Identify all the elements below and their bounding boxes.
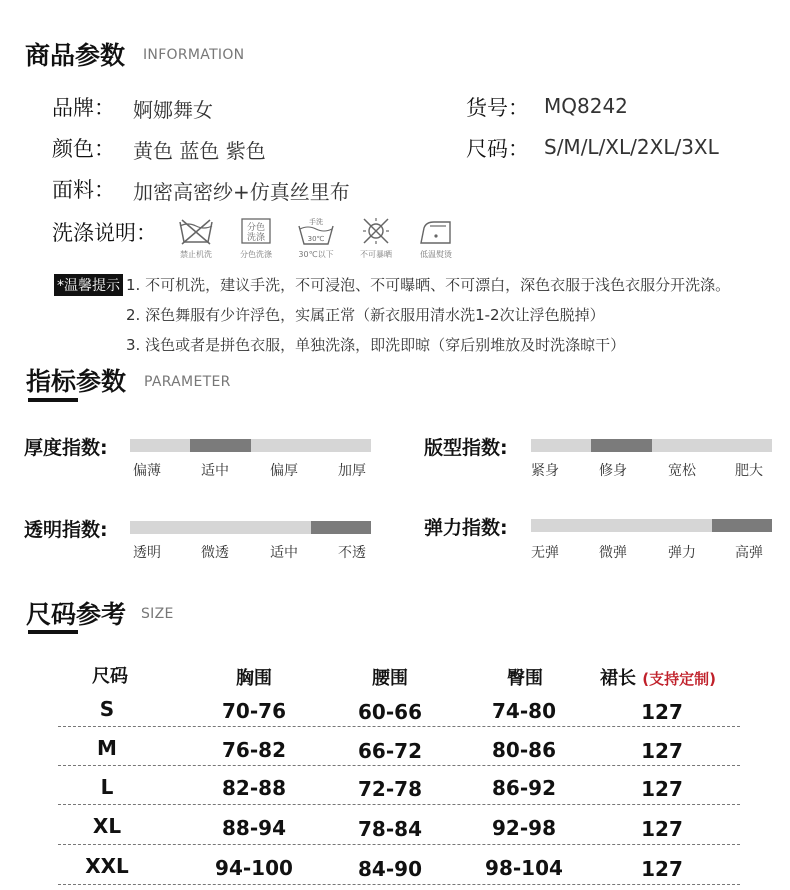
brand-label: 品牌： [52, 96, 115, 120]
size-col-header: 尺码 [92, 666, 128, 687]
params-section-title: 指标参数 [26, 367, 127, 396]
row-separator [58, 765, 740, 766]
transparency-tick-1: 透明 [133, 545, 161, 561]
custom-note: (支持定制) [642, 670, 716, 688]
row-xxl-hip: 98-104 [485, 856, 563, 880]
no-machine-wash-icon [176, 216, 216, 260]
care-caption-4: 低温熨烫 [420, 250, 452, 259]
row-xxl-length: 127 [641, 857, 683, 881]
row-m-bust: 76-82 [222, 738, 286, 762]
row-l-length: 127 [641, 777, 683, 801]
care-top-text: 手洗 [309, 218, 323, 226]
transparency-index-label: 透明指数: [24, 519, 108, 541]
elasticity-tick-1: 无弹 [531, 545, 559, 561]
fabric-label: 面料： [52, 178, 115, 202]
fit-tick-1: 紧身 [531, 463, 559, 479]
length-col-title: 裙长 [600, 668, 636, 689]
fit-index-level [591, 439, 651, 452]
notice-line-3: 3. 浅色或者是拼色衣服，单独洗涤，即洗即晾（穿后别堆放及时洗涤晾干） [126, 336, 626, 354]
color-label: 颜色： [52, 137, 115, 161]
hip-col-header: 臀围 [507, 668, 543, 689]
fit-tick-2: 修身 [599, 463, 627, 479]
elasticity-tick-2: 微弹 [599, 545, 627, 561]
row-l-waist: 72-78 [358, 777, 422, 801]
elasticity-index-bar [531, 519, 772, 532]
row-l-size: L [100, 775, 114, 799]
row-separator [58, 726, 740, 727]
row-l-hip: 86-92 [492, 776, 556, 800]
transparency-index-bar [130, 521, 371, 534]
hand-wash-30-icon [296, 216, 336, 260]
row-xl-hip: 92-98 [492, 816, 556, 840]
row-separator [58, 844, 740, 845]
row-separator [58, 884, 740, 885]
color-value: 黄色 蓝色 紫色 [133, 139, 266, 163]
row-m-waist: 66-72 [358, 739, 422, 763]
notice-tag: *温馨提示 [54, 274, 123, 296]
thickness-tick-2: 适中 [201, 463, 229, 479]
row-s-hip: 74-80 [492, 699, 556, 723]
length-col-header [600, 664, 716, 690]
size-section-subtitle: SIZE [141, 606, 174, 622]
product-section-subtitle: INFORMATION [143, 47, 245, 63]
bust-col-header: 胸围 [236, 668, 272, 689]
thickness-tick-3: 偏厚 [270, 463, 298, 479]
row-m-size: M [97, 736, 117, 760]
row-separator [58, 804, 740, 805]
fabric-value: 加密高密纱+仿真丝里布 [133, 180, 350, 204]
size-section-title: 尺码参考 [26, 600, 127, 629]
thickness-index-label: 厚度指数: [24, 437, 108, 459]
row-xxl-size: XXL [85, 854, 129, 878]
params-section-underline [28, 398, 78, 402]
care-caption-0: 禁止机洗 [180, 250, 212, 259]
row-s-waist: 60-66 [358, 700, 422, 724]
row-m-length: 127 [641, 739, 683, 763]
notice-line-1: 1. 不可机洗，建议手洗，不可浸泡、不可曝晒、不可漂白，深色衣服于浅色衣服分开洗涤。 [126, 276, 731, 294]
item-no-label: 货号： [466, 96, 529, 120]
thickness-tick-4: 加厚 [338, 463, 366, 479]
elasticity-index-level [712, 519, 772, 532]
care-caption-2: 30℃以下 [298, 250, 334, 259]
row-s-size: S [99, 697, 115, 721]
row-xl-waist: 78-84 [358, 817, 422, 841]
fit-index-bar [531, 439, 772, 452]
thickness-index-bar [130, 439, 371, 452]
care-inner-text: 30℃ [307, 235, 325, 243]
row-xl-bust: 88-94 [222, 816, 286, 840]
product-section-title: 商品参数 [25, 41, 126, 70]
transparency-tick-4: 不透 [338, 545, 366, 561]
fit-tick-3: 宽松 [668, 463, 696, 479]
waist-col-header: 腰围 [372, 668, 408, 689]
transparency-index-level [311, 521, 371, 534]
row-s-bust: 70-76 [222, 699, 286, 723]
fit-tick-4: 肥大 [735, 463, 763, 479]
row-xxl-waist: 84-90 [358, 857, 422, 881]
size-value: S/M/L/XL/2XL/3XL [544, 135, 719, 159]
elasticity-index-label: 弹力指数: [424, 517, 508, 539]
row-l-bust: 82-88 [222, 776, 286, 800]
item-no-value: MQ8242 [544, 94, 628, 118]
elasticity-tick-3: 弹力 [668, 545, 696, 561]
row-m-hip: 80-86 [492, 738, 556, 762]
size-section-underline [28, 630, 78, 634]
care-box-line2: 洗涤 [246, 233, 266, 243]
care-caption-3: 不可暴晒 [360, 250, 392, 259]
thickness-index-level [190, 439, 250, 452]
transparency-tick-3: 适中 [270, 545, 298, 561]
brand-value: 婀娜舞女 [133, 98, 213, 122]
care-label: 洗涤说明： [52, 221, 157, 245]
row-xxl-bust: 94-100 [215, 856, 293, 880]
care-box-line1: 分色 [246, 223, 266, 233]
row-xl-size: XL [92, 814, 122, 838]
elasticity-tick-4: 高弹 [735, 545, 763, 561]
row-s-length: 127 [641, 700, 683, 724]
params-section-subtitle: PARAMETER [144, 374, 231, 390]
row-xl-length: 127 [641, 817, 683, 841]
no-sun-dry-icon [356, 216, 396, 260]
care-caption-1: 分色洗涤 [240, 250, 272, 259]
wash-separately-icon [236, 216, 276, 260]
notice-line-2: 2. 深色舞服有少许浮色，实属正常（新衣服用清水洗1-2次让浮色脱掉） [126, 306, 605, 324]
thickness-tick-1: 偏薄 [133, 463, 161, 479]
low-temp-iron-icon [416, 216, 456, 260]
fit-index-label: 版型指数: [424, 437, 508, 459]
size-label: 尺码： [466, 137, 529, 161]
transparency-tick-2: 微透 [201, 545, 229, 561]
